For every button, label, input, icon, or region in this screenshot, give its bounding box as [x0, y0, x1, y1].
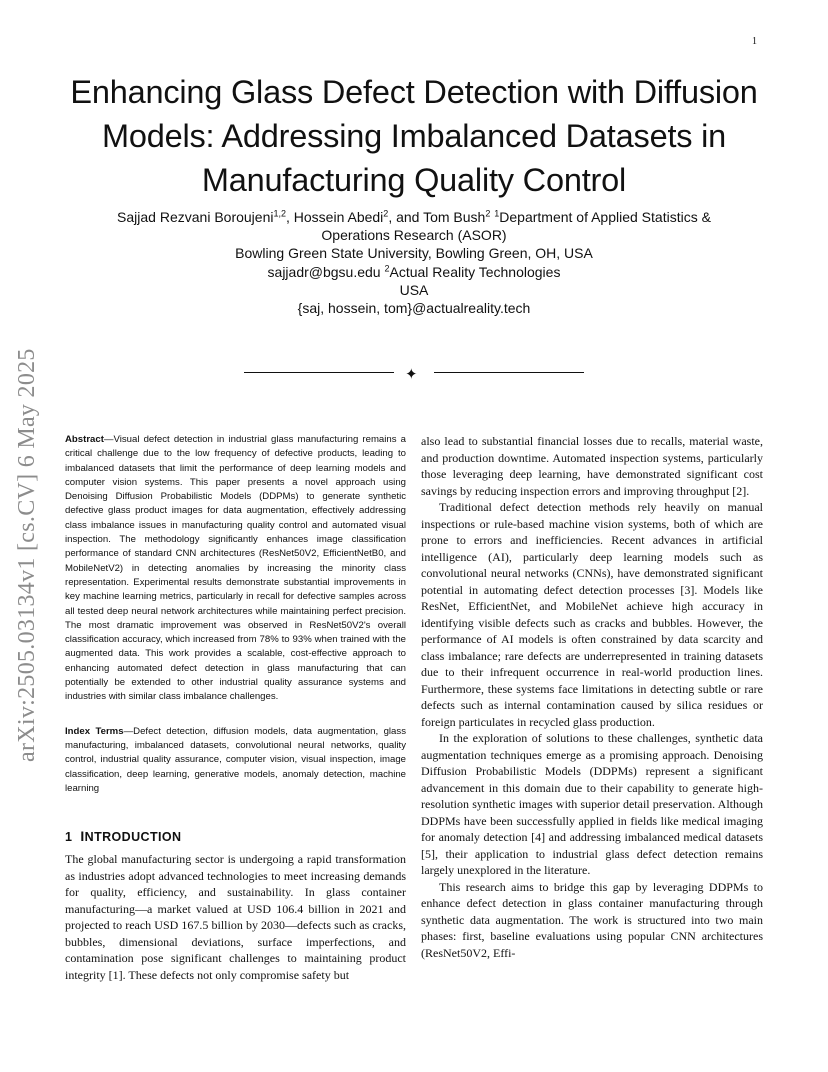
body-paragraph: also lead to substantial financial losses due to recalls, material waste, and production downtime. Automated inspection systems, particularly those leveraging deep learning, have demonstrated significant cost savings by reducing inspection errors and improving throughput [2]. — [421, 434, 763, 498]
affiliation-2: Actual Reality Technologies — [389, 263, 561, 280]
body-paragraph: This research aims to bridge this gap by leveraging DDPMs to enhance defect detection in glass container manufacturing through synthetic data augmentation. The work is structured into two main phases: first, baseline evaluations using popular CNN architectures (ResNet50V2, Effi- — [421, 879, 763, 960]
section-number: 1 — [65, 830, 73, 845]
author-line-3: Bowling Green State University, Bowling Green, OH, USA — [235, 245, 593, 262]
author-block — [70, 208, 758, 317]
abstract-text: —Visual defect detection in industrial glass manufacturing remains a critical challenge due to the low frequency of defective products, leading to imbalanced datasets that limit the performance of deep learning models and computer vision systems. This paper presents a novel approach using Denoising Diffusion Probabilistic Models (DDPMs) to generate synthetic defective glass product images for data augmentation, effectively addressing class imbalance issues in manufacturing quality control and automated visual inspection. The methodology significantly enhances image classification performance of standard CNN architectures (ResNet50V2, EfficientNetB0, and MobileNetV2) in detecting anomalies by increasing the minority class representation. Experimental results demonstrate substantial improvements in key machine learning metrics, particularly in recall for defective samples across all tested deep neural network architectures while maintaining perfect precision. The most dramatic improvement was observed in ResNet50V2's overall classification accuracy, which increased from 78% to 93% when trained with the augmented data. This work provides a scalable, cost-effective approach to enhancing automated defect detection in glass manufacturing that can potentially be extended to other industrial quality assurance systems and industries with similar class imbalance challenges. — [65, 434, 406, 703]
divider-rule-left — [244, 372, 394, 373]
section-divider — [244, 367, 584, 381]
divider-rule-right — [434, 372, 584, 373]
body-paragraph: The global manufacturing sector is undergoing a rapid transformation as industries adopt advanced technologies to meet increasing demands for quality, efficiency, and sustainability. In glass container manufacturing—a market valued at USD 106.4 billion in 2021 and projected to reach USD 167.5 billion by 2030—defects such as cracks, bubbles, dimensional deviations, surface imperfections, and contamination pose significant challenges to maintaining product integrity [1]. These defects not only compromise safety but — [65, 852, 406, 982]
author-name-1: Sajjad Rezvani Boroujeni — [117, 209, 274, 225]
page-number: 1 — [752, 36, 757, 47]
author-line-1: Sajjad Rezvani Boroujeni$^{1,2}$, Hossein Abedi$^2$, and Tom Bush$^2$ $^1$Department of Applied Statistics & — [117, 208, 711, 225]
abstract-label: Abstract — [65, 434, 104, 445]
abstract — [65, 433, 406, 705]
author-name-3: , and Tom Bush — [388, 209, 486, 225]
body-paragraph: In the exploration of solutions to these challenges, synthetic data augmentation techniques emerge as a promising approach. Denoising Diffusion Probabilistic Models (DDPMs) represent a significant advancement in this domain due to their capability to generate high-resolution synthetic images with superior detail preservation. Although DDPMs have been successfully applied in fields like medical imaging for anomaly detection [4] and addressing imbalanced medical datasets [5], their application to industrial glass defect detection remains largely unexplored in the literature. — [421, 731, 763, 877]
author-line-2: Operations Research (ASOR) — [321, 227, 507, 244]
paper-title: Enhancing Glass Defect Detection with Diffusion Models: Addressing Imbalanced Datasets in Manufacturing Quality Control — [70, 74, 758, 198]
left-column — [65, 433, 406, 983]
affiliation-1: Department of Applied Statistics & — [499, 209, 711, 225]
section-heading-introduction: 1 INTRODUCTION — [65, 828, 182, 845]
divider-star-icon: ✦ — [405, 365, 418, 383]
index-terms — [65, 725, 406, 796]
email-link[interactable]: sajjadr@bgsu.edu — [267, 263, 385, 280]
body-paragraph: Traditional defect detection methods rely heavily on manual inspections or rule-based machine vision systems, both of which are prone to errors and inefficiencies. Recent advances in artificial intelligence (AI), particularly deep learning models such as convolutional neural networks (CNNs), have demonstrated significant potential in automating defect detection processes [3]. Models like ResNet, EfficientNet, and MobileNet achieve high accuracy in identifying visible defects such as cracks and bubbles. However, the performance of AI models is often constrained by data scarcity and class imbalance; rare defects are underrepresented in training datasets due to their infrequent occurrence in real-world production lines. Furthermore, these systems face limitations in detecting subtle or rare defects such as internal contamination caused by silica residues or foreign particulates in recycled glass production. — [421, 500, 763, 729]
index-terms-label: Index Terms — [65, 725, 124, 737]
author-name-2: , Hossein Abedi — [286, 209, 384, 225]
index-terms-text: —Defect detection, diffusion models, data augmentation, glass manufacturing, imbalanced datasets, convolutional neural networks, quality control, industrial quality assurance, computer vision, visual inspection, image classification, deep learning, generative models, anomaly detection, machine learning — [65, 725, 406, 794]
right-column — [421, 433, 763, 961]
author-line-5: USA — [399, 281, 429, 298]
author-emails[interactable]: {saj, hossein, tom}@actualreality.tech — [297, 300, 531, 317]
section-title: NTRODUCTION — [84, 830, 182, 845]
arxiv-identifier-stamp[interactable]: arXiv:2505.03134v1 [cs.CV] 6 May 2025 — [14, 348, 40, 762]
author-line-4: sajjadr@bgsu.edu $^2$Actual Reality Technologies — [267, 262, 561, 280]
